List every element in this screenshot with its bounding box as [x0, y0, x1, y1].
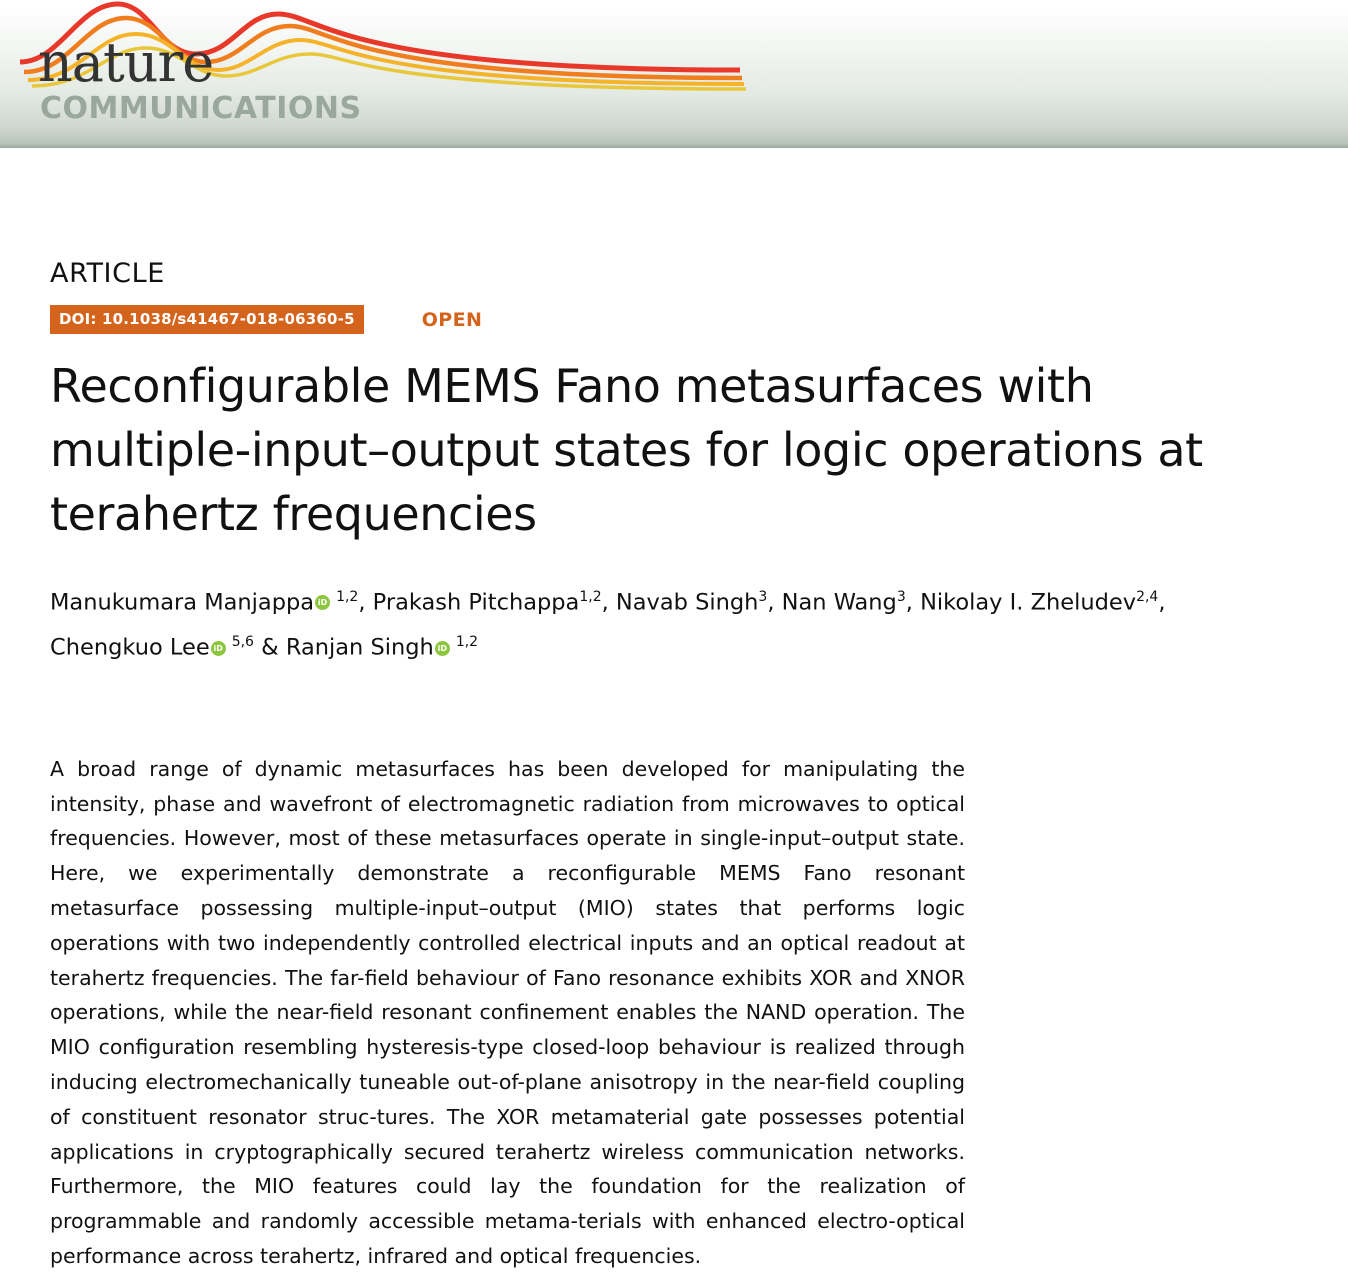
author-affiliation-marker: 1,2 — [579, 588, 602, 605]
author-name[interactable]: Navab Singh — [615, 589, 759, 616]
doi-badge[interactable]: DOI: 10.1038/s41467-018-06360-5 — [50, 305, 364, 334]
doi-row — [50, 305, 1298, 334]
masthead-brand-nature: nature — [38, 31, 214, 94]
author-affiliation-marker: 2,4 — [1136, 588, 1159, 605]
author-affiliation-marker: 3 — [896, 588, 906, 605]
journal-masthead — [0, 0, 1348, 148]
author-name[interactable]: Prakash Pitchappa — [372, 589, 580, 616]
orcid-icon[interactable] — [315, 595, 330, 610]
article-type-label: ARTICLE — [50, 258, 165, 289]
author-list: Manukumara Manjappa iD $^{1,2}$, Prakash Pitchappa$^{1,2}$, Navab Singh$^3$, Nan Wang$^3$, Nikolay I. Zheludev$^{2,4}$, Chengkuo Lee iD $^{5,6}$ & Ranjan Singh iD $^{1,2}$ — [50, 577, 1280, 668]
abstract-text: A broad range of dynamic metasurfaces has been developed for manipulating the intensity, phase and wavefront of electromagnetic radiation from microwaves to optical frequencies. However, most of these metasurfaces operate in single-input–output state. Here, we experimentally demonstrate a reconfigurable MEMS Fano resonant metasurface possessing multiple-input–output (MIO) states that performs logic operations with two independently controlled electrical inputs and an optical readout at terahertz frequencies. The far-field behaviour of Fano resonance exhibits XOR and XNOR operations, while the near-field resonant confinement enables the NAND operation. The MIO configuration resembling hysteresis-type closed-loop behaviour is realized through inducing electromechanically tuneable out-of-plane anisotropy in the near-field coupling of constituent resonator struc-tures. The XOR metamaterial gate possesses potential applications in cryptographically secured terahertz wireless communication networks. Furthermore, the MIO features could lay the foundation for the realization of programmable and randomly accessible metama-terials with enhanced electro-optical performance across terahertz, infrared and optical frequencies. — [50, 756, 965, 1268]
author-name[interactable]: Ranjan Singh — [285, 634, 434, 661]
author-affiliation-marker: 3 — [758, 588, 768, 605]
author-name[interactable]: Chengkuo Lee — [50, 634, 210, 661]
page-title: Reconfigurable MEMS Fano metasurfaces with multiple-input–output states for logic operations at terahertz frequencies — [50, 359, 1203, 541]
article-page — [0, 258, 1348, 1274]
author-affiliation-marker: 1,2 — [336, 588, 359, 605]
orcid-icon[interactable] — [435, 641, 450, 656]
author-name[interactable]: Manukumara Manjappa — [50, 589, 315, 616]
open-access-label: OPEN — [421, 308, 483, 331]
author-affiliation-marker: 5,6 — [231, 634, 254, 651]
orcid-icon[interactable] — [211, 641, 226, 656]
author-affiliation-marker: 1,2 — [455, 634, 479, 651]
author-name[interactable]: Nan Wang — [781, 589, 897, 616]
masthead-brand-communications: COMMUNICATIONS — [40, 91, 362, 126]
author-name[interactable]: Nikolay I. Zheludev — [920, 589, 1137, 616]
